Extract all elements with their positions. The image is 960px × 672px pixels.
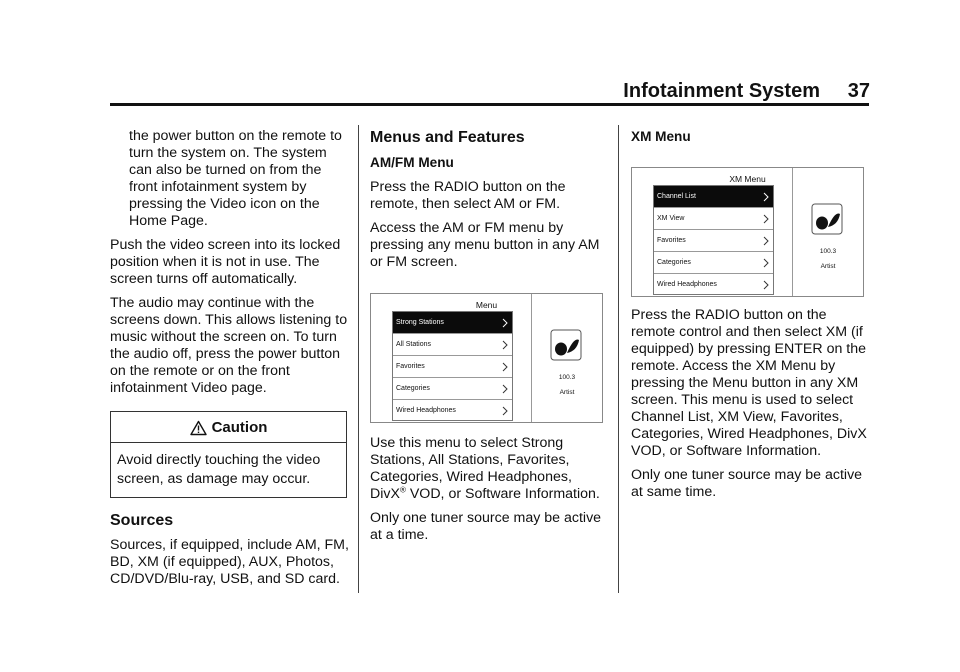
amfm-artist: Artist (559, 389, 575, 396)
satellite-logo-icon (550, 329, 582, 361)
caution-title: Caution (211, 419, 268, 436)
amfm-menu-item: Strong Stations (393, 312, 512, 334)
xm-image-divider (792, 168, 793, 296)
page-number: 37 (847, 80, 870, 102)
amfm-paragraph-2: Access the AM or FM menu by pressing any menu button in any AM or FM screen. (370, 220, 600, 270)
section-title: Infotainment System (623, 80, 820, 102)
column-3 (631, 128, 873, 508)
xm-frequency: 100.3 (819, 248, 837, 255)
amfm-paragraph-3: Use this menu to select Strong Stations, All Stations, Favorites, Categories, Wired Headphones, DivX® VOD, or Software Information. (370, 435, 600, 502)
caution-header (111, 412, 346, 443)
xm-menu-item: Categories (654, 252, 773, 274)
column-2 (370, 124, 610, 551)
amfm-frequency: 100.3 (558, 374, 576, 381)
chevron-right-icon (502, 362, 508, 372)
amfm-menu-item: All Stations (393, 334, 512, 356)
amfm-image-divider (531, 294, 532, 422)
sources-text: Sources, if equipped, include AM, FM, BD, XM (if equipped), AUX, Photos, CD/DVD/Blu-ray, USB, and SD card. (110, 537, 349, 587)
warning-icon (190, 420, 207, 436)
chevron-right-icon (502, 318, 508, 328)
xm-menu-title: XM Menu (729, 174, 766, 184)
amfm-menu-list (392, 311, 513, 421)
xm-menu-item: Wired Headphones (654, 274, 773, 295)
registered-mark: ® (399, 485, 406, 495)
xm-subheading: XM Menu (631, 129, 691, 144)
xm-menu-image (631, 167, 864, 297)
xm-menu-item: Favorites (654, 230, 773, 252)
caution-box (110, 411, 347, 498)
amfm-menu-title: Menu (475, 300, 498, 310)
amfm-paragraph-1: Press the RADIO button on the remote, then select AM or FM. (370, 179, 566, 212)
amfm-paragraph-4: Only one tuner source may be active at a time. (370, 510, 602, 543)
header-rule (110, 103, 869, 106)
continued-paragraph: the power button on the remote to turn the system on. The system can also be turned on from the front infotainment system by pressing the Video icon on the Home Page. (129, 128, 342, 229)
column-divider-2 (618, 125, 619, 593)
amfm-menu-image (370, 293, 603, 423)
column-divider-1 (358, 125, 359, 593)
caution-text: Avoid directly touching the video screen, as damage may occur. (117, 452, 321, 487)
chevron-right-icon (763, 258, 769, 268)
paragraph-audio: The audio may continue with the screens down. This allows listening to music without the screen on. To turn the audio off, press the power button on the remote or on the front infotainment Video page. (110, 295, 348, 396)
chevron-right-icon (763, 236, 769, 246)
xm-paragraph-2: Only one tuner source may be active at same time. (631, 467, 863, 500)
paragraph-video-screen: Push the video screen into its locked position when it is not in use. The screen turns off automatically. (110, 237, 341, 287)
xm-artist: Artist (820, 263, 836, 270)
column-1 (110, 128, 352, 595)
chevron-right-icon (502, 340, 508, 350)
chevron-right-icon (763, 280, 769, 290)
chevron-right-icon (502, 384, 508, 394)
xm-menu-item: XM View (654, 208, 773, 230)
amfm-menu-item: Wired Headphones (393, 400, 512, 421)
amfm-menu-item: Favorites (393, 356, 512, 378)
chevron-right-icon (763, 192, 769, 202)
amfm-menu-item: Categories (393, 378, 512, 400)
amfm-subheading: AM/FM Menu (370, 155, 454, 170)
chevron-right-icon (502, 406, 508, 416)
xm-menu-item: Channel List (654, 186, 773, 208)
sources-heading: Sources (110, 512, 174, 529)
chevron-right-icon (763, 214, 769, 224)
satellite-logo-icon (811, 203, 843, 235)
xm-menu-list (653, 185, 774, 295)
xm-paragraph-1: Press the RADIO button on the remote control and then select XM (if equipped) by pressing ENTER on the remote. Access the XM Menu by pressing the Menu button in any XM screen. This menu is used to select Channel List, XM View, Favorites, Categories, Wired Headphones, DivX VOD, or Software Information. (631, 307, 867, 459)
menus-heading: Menus and Features (370, 129, 525, 146)
